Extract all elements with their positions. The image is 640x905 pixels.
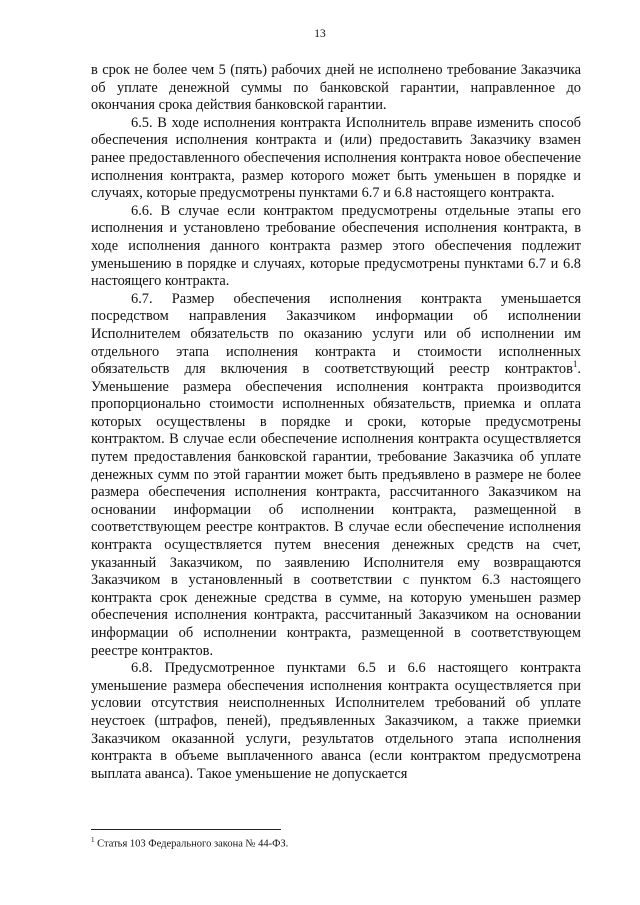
footnote — [91, 834, 581, 851]
footnote-divider — [91, 829, 281, 830]
paragraph-6-5: 6.5. В ходе исполнения контракта Исполнитель вправе изменить способ обеспечения исполнения контракта и (или) предоставить Заказчику взамен ранее предоставленного обеспечения исполнения контракта новое обеспечение исполнения контракта, размер которого может быть уменьшен в порядке и случаях, которые предусмотрены пунктами 6.7 и 6.8 настоящего контракта. — [91, 114, 581, 202]
footnote-text: Статья 103 Федерального закона № 44-ФЗ. — [94, 838, 289, 850]
paragraph-6-7 — [91, 291, 581, 660]
footnote-reference[interactable]: 1 — [572, 359, 578, 370]
paragraph-6-7-part-a: 6.7. Размер обеспечения исполнения контракта уменьшается посредством направления Заказчиком информации об исполнении Исполнителем обязательств по оказанию услуги или об исполнении им отдельного этапа исполнения контракта и стоимости исполненных обязательств для включения в соответствующий реестр контрактов — [91, 290, 581, 378]
paragraph-6-6: 6.6. В случае если контрактом предусмотрены отдельные этапы его исполнения и установлено требование обеспечения исполнения контракта, в ходе исполнения данного контракта размер этого обеспечения подлежит уменьшению в порядке и случаях, которые предусмотрены пунктами 6.7 и 6.8 настоящего контракта. — [91, 202, 581, 290]
paragraph-6-8: 6.8. Предусмотренное пунктами 6.5 и 6.6 настоящего контракта уменьшение размера обеспечения исполнения контракта осуществляется при условии отсутствия неисполненных Исполнителем требований об уплате неустоек (штрафов, пеней), предъявленных Заказчиком, а также приемки Заказчиком оказанной услуги, результатов отдельного этапа исполнения контракта в объеме выплаченного аванса (если контрактом предусмотрена выплата аванса). Такое уменьшение не допускается — [91, 660, 581, 782]
footnote-mark: 1 — [91, 836, 95, 844]
paragraph-6-7-part-b: . Уменьшение размера обеспечения исполнения контракта производится пропорционально стоимости исполненных обязательств, приемка и оплата которых осуществлены в порядке и сроки, которые предусмотрены контрактом. В случае если обеспечение исполнения контракта осуществляется путем предоставления банковской гарантии, требование Заказчика об уплате денежных сумм по этой гарантии может быть предъявлено в размере не более размера обеспечения исполнения контракта, рассчитанного Заказчиком на основании информации об исполнении контракта, размещенной в соответствующем реестре контрактов. В случае если обеспечение исполнения контракта осуществляется путем внесения денежных средств на счет, указанный Заказчиком, по заявлению Исполнителя ему возвращаются Заказчиком в установленный в соответствии с пунктом 6.3 настоящего контракта срок денежные средства в сумме, на которую уменьшен размер обеспечения исполнения контракта, рассчитанный Заказчиком на основании информации об исполнении контракта, размещенной в соответствующем реестре контрактов. — [91, 361, 581, 659]
document-body — [91, 62, 581, 783]
paragraph-continuation: в срок не более чем 5 (пять) рабочих дней не исполнено требование Заказчика об уплате денежной суммы по банковской гарантии, направленное до окончания срока действия банковской гарантии. — [91, 62, 581, 114]
page-number: 13 — [314, 28, 326, 40]
